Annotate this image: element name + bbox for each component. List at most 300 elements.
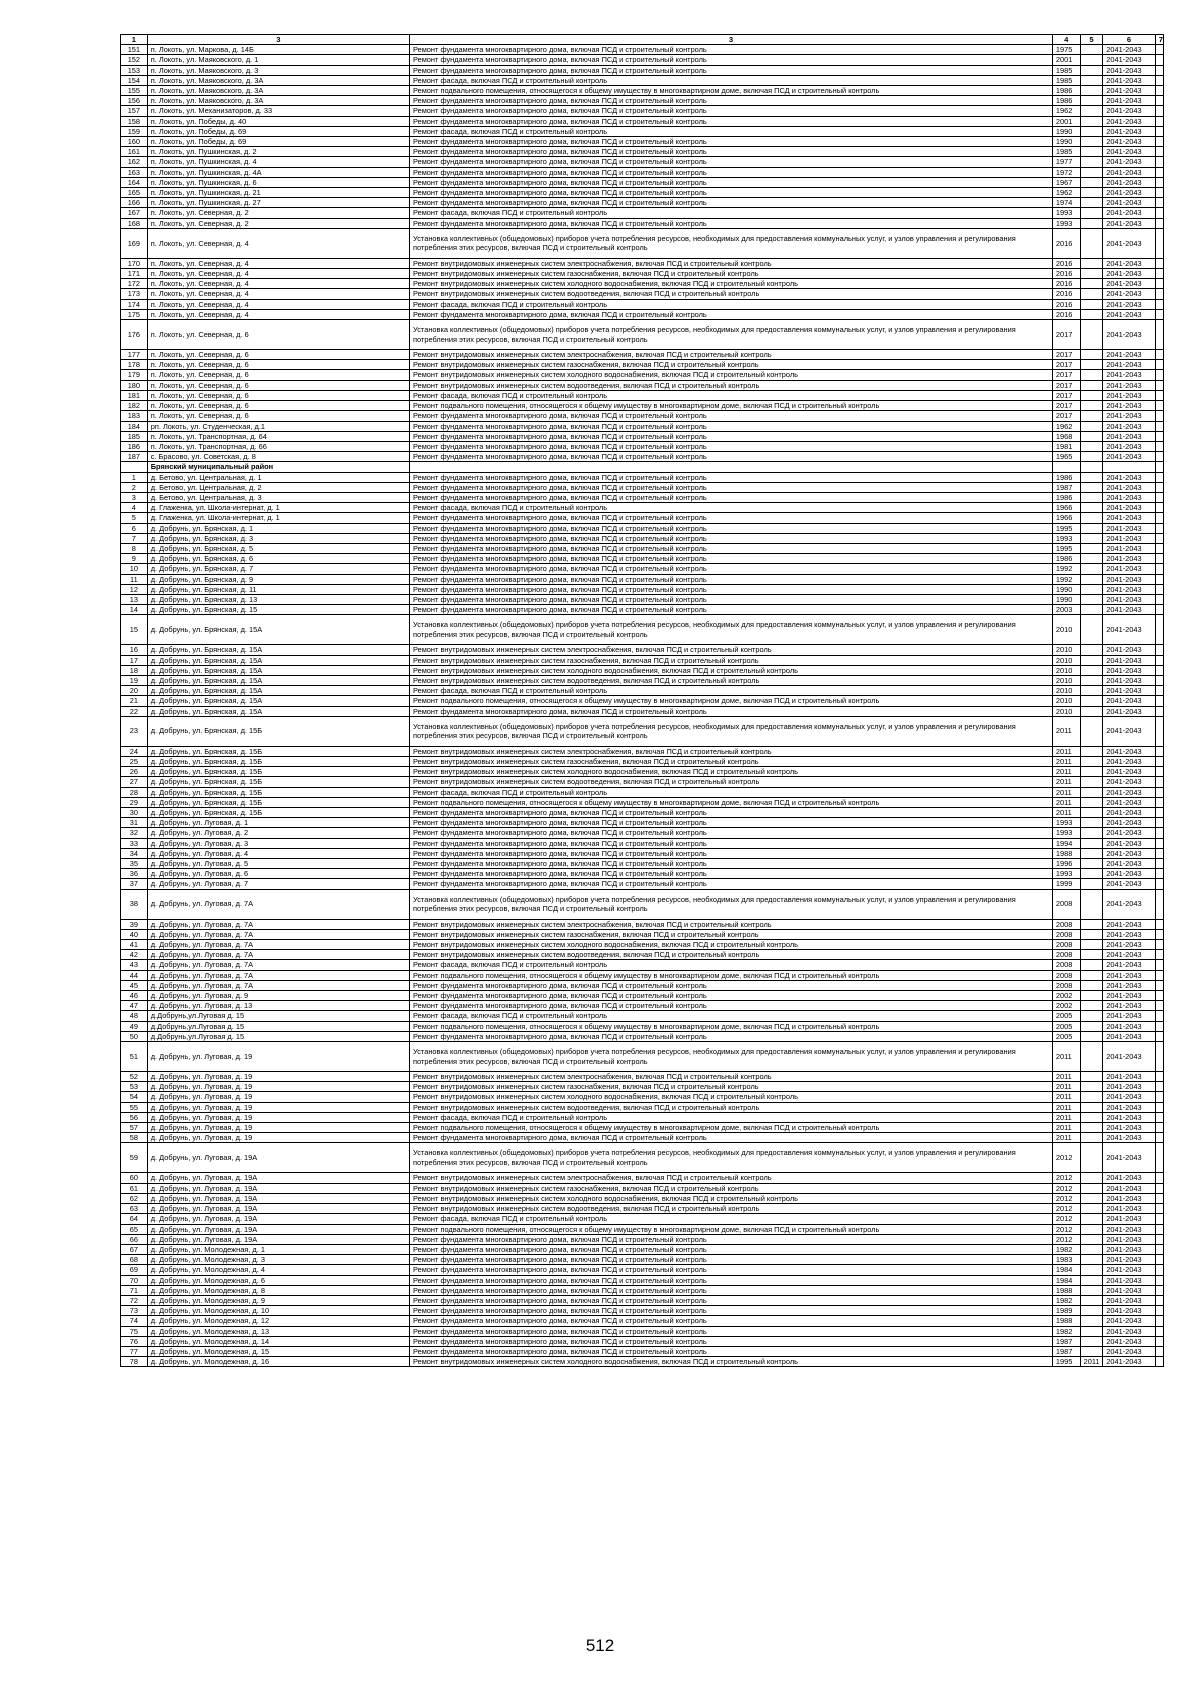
table-row [121, 177, 1164, 187]
col5-cell [1080, 523, 1103, 533]
table-row [121, 950, 1164, 960]
work-type-cell: Ремонт фундамента многоквартирного дома, включая ПСД и строительный контроль [410, 1306, 1053, 1316]
work-type-cell: Ремонт фасада, включая ПСД и строительный контроль [410, 208, 1053, 218]
col5-cell [1080, 767, 1103, 777]
work-type-cell: Ремонт подвального помещения, относящегося к общему имуществу в многоквартирном доме, включая ПСД и строительный контроль [410, 401, 1053, 411]
year-cell: 2017 [1052, 401, 1080, 411]
header-cell: 5 [1080, 35, 1103, 45]
work-type-cell: Установка коллективных (общедомовых) приборов учета потребления ресурсов, необходимых для предоставления коммунальных услуг, и узлов управления и регулирования потребления этих ресурсов, включая ПСД и строительный контроль [410, 716, 1053, 746]
col5-cell [1080, 513, 1103, 523]
year-cell: 2011 [1052, 787, 1080, 797]
table-row [121, 96, 1164, 106]
address-cell: п. Локоть, ул. Пушкинская, д. 6 [147, 177, 409, 187]
year-cell: 2017 [1052, 390, 1080, 400]
year-cell: 1989 [1052, 1306, 1080, 1316]
address-cell: д. Добрунь, ул. Луговая, д. 19А [147, 1173, 409, 1183]
col5-cell [1080, 869, 1103, 879]
address-cell: п. Локоть, ул. Маяковского, д. 3А [147, 75, 409, 85]
work-type-cell: Ремонт подвального помещения, относящегося к общему имуществу в многоквартирном доме, включая ПСД и строительный контроль [410, 970, 1053, 980]
col7-cell [1155, 675, 1163, 685]
work-type-cell: Ремонт фундамента многоквартирного дома, включая ПСД и строительный контроль [410, 584, 1053, 594]
col7-cell [1155, 1265, 1163, 1275]
col7-cell [1155, 289, 1163, 299]
table-row [121, 401, 1164, 411]
year-cell: 2010 [1052, 655, 1080, 665]
address-cell: п. Локоть, ул. Северная, д. 4 [147, 258, 409, 268]
col5-cell [1080, 1011, 1103, 1021]
table-row [121, 1275, 1164, 1285]
work-type-cell: Ремонт внутридомовых инженерных систем холодного водоснабжения, включая ПСД и строительный контроль [410, 370, 1053, 380]
address-cell: д. Добрунь, ул. Луговая, д. 7А [147, 889, 409, 919]
period-cell: 2041-2043 [1103, 756, 1155, 766]
period-cell: 2041-2043 [1103, 269, 1155, 279]
col5-cell [1080, 1265, 1103, 1275]
row-number: 22 [121, 706, 148, 716]
year-cell: 2011 [1052, 746, 1080, 756]
period-cell: 2041-2043 [1103, 564, 1155, 574]
col5-cell [1080, 431, 1103, 441]
col7-cell [1155, 615, 1163, 645]
table-row [121, 828, 1164, 838]
col7-cell [1155, 787, 1163, 797]
work-type-cell: Ремонт фундамента многоквартирного дома, включая ПСД и строительный контроль [410, 1001, 1053, 1011]
address-cell: д. Добрунь, ул. Луговая, д. 19А [147, 1214, 409, 1224]
col5-cell [1080, 645, 1103, 655]
work-type-cell: Ремонт внутридомовых инженерных систем водоотведения, включая ПСД и строительный контроль [410, 950, 1053, 960]
work-type-cell: Ремонт фундамента многоквартирного дома, включая ПСД и строительный контроль [410, 828, 1053, 838]
row-number: 29 [121, 797, 148, 807]
address-cell: п. Локоть, ул. Северная, д. 6 [147, 411, 409, 421]
row-number: 45 [121, 980, 148, 990]
address-cell: д. Добрунь, ул. Молодежная, д. 3 [147, 1255, 409, 1265]
col7-cell [1155, 554, 1163, 564]
col5-cell [1080, 421, 1103, 431]
row-number: 162 [121, 157, 148, 167]
year-cell: 2016 [1052, 289, 1080, 299]
address-cell: д. Добрунь, ул. Брянская, д. 15А [147, 665, 409, 675]
col7-cell [1155, 503, 1163, 513]
table-row [121, 137, 1164, 147]
work-type-cell: Ремонт фундамента многоквартирного дома, включая ПСД и строительный контроль [410, 533, 1053, 543]
col5-cell [1080, 1021, 1103, 1031]
year-cell: 2010 [1052, 696, 1080, 706]
period-cell: 2041-2043 [1103, 198, 1155, 208]
col5-cell [1080, 441, 1103, 451]
row-number: 167 [121, 208, 148, 218]
work-type-cell: Ремонт фундамента многоквартирного дома, включая ПСД и строительный контроль [410, 1133, 1053, 1143]
col7-cell [1155, 533, 1163, 543]
header-cell: 3 [410, 35, 1053, 45]
row-number: 169 [121, 228, 148, 258]
work-type-cell: Ремонт фундамента многоквартирного дома, включая ПСД и строительный контроль [410, 1234, 1053, 1244]
col7-cell [1155, 574, 1163, 584]
col5-cell [1080, 533, 1103, 543]
period-cell: 2041-2043 [1103, 289, 1155, 299]
address-cell: д. Добрунь, ул. Луговая, д. 7А [147, 970, 409, 980]
row-number: 33 [121, 838, 148, 848]
row-number: 64 [121, 1214, 148, 1224]
address-cell: д. Бетово, ул. Центральная, д. 1 [147, 472, 409, 482]
table-row [121, 299, 1164, 309]
table-row [121, 503, 1164, 513]
period-cell: 2041-2043 [1103, 96, 1155, 106]
row-number: 65 [121, 1224, 148, 1234]
table-row [121, 686, 1164, 696]
col5-cell [1080, 1133, 1103, 1143]
address-cell: д. Добрунь, ул. Луговая, д. 19 [147, 1082, 409, 1092]
year-cell: 2012 [1052, 1183, 1080, 1193]
row-number: 176 [121, 320, 148, 350]
header-cell: 3 [147, 35, 409, 45]
table-row [121, 106, 1164, 116]
table-row [121, 411, 1164, 421]
col7-cell [1155, 564, 1163, 574]
address-cell: д. Добрунь, ул. Брянская, д. 6 [147, 554, 409, 564]
year-cell: 2012 [1052, 1193, 1080, 1203]
period-cell: 2041-2043 [1103, 1173, 1155, 1183]
col7-cell [1155, 188, 1163, 198]
col5-cell [1080, 1214, 1103, 1224]
col5-cell [1080, 279, 1103, 289]
col7-cell [1155, 1204, 1163, 1214]
table-row [121, 218, 1164, 228]
address-cell: д. Добрунь, ул. Луговая, д. 7А [147, 929, 409, 939]
col5-cell [1080, 1092, 1103, 1102]
work-type-cell: Ремонт фундамента многоквартирного дома, включая ПСД и строительный контроль [410, 1285, 1053, 1295]
year-cell: 2008 [1052, 950, 1080, 960]
col5-cell [1080, 380, 1103, 390]
period-cell: 2041-2043 [1103, 828, 1155, 838]
work-type-cell: Ремонт фундамента многоквартирного дома, включая ПСД и строительный контроль [410, 1255, 1053, 1265]
year-cell: 2012 [1052, 1204, 1080, 1214]
col5-cell [1080, 258, 1103, 268]
row-number: 28 [121, 787, 148, 797]
row-number: 66 [121, 1234, 148, 1244]
row-number: 75 [121, 1326, 148, 1336]
table-row [121, 55, 1164, 65]
period-cell: 2041-2043 [1103, 1082, 1155, 1092]
period-cell: 2041-2043 [1103, 1234, 1155, 1244]
table-row [121, 919, 1164, 929]
row-number: 178 [121, 360, 148, 370]
year-cell: 2010 [1052, 645, 1080, 655]
row-number: 10 [121, 564, 148, 574]
col5-cell [1080, 950, 1103, 960]
work-type-cell: Ремонт внутридомовых инженерных систем холодного водоснабжения, включая ПСД и строительный контроль [410, 1092, 1053, 1102]
row-number: 27 [121, 777, 148, 787]
address-cell: д. Добрунь, ул. Луговая, д. 3 [147, 838, 409, 848]
address-cell: д. Добрунь, ул. Брянская, д. 1 [147, 523, 409, 533]
table-row [121, 1092, 1164, 1102]
period-cell: 2041-2043 [1103, 1183, 1155, 1193]
address-cell: п. Локоть, ул. Маяковского, д. 3А [147, 96, 409, 106]
col5-cell [1080, 940, 1103, 950]
address-cell: п. Локоть, ул. Победы, д. 69 [147, 126, 409, 136]
period-cell: 2041-2043 [1103, 645, 1155, 655]
col5-cell [1080, 756, 1103, 766]
col7-cell [1155, 106, 1163, 116]
address-cell: д. Глаженка, ул. Школа-интернат, д. 1 [147, 503, 409, 513]
table-row [121, 208, 1164, 218]
year-cell: 2005 [1052, 1021, 1080, 1031]
col5-cell [1080, 167, 1103, 177]
col5-cell [1080, 1183, 1103, 1193]
col5-cell [1080, 675, 1103, 685]
table-row [121, 584, 1164, 594]
col7-cell [1155, 269, 1163, 279]
row-number: 20 [121, 686, 148, 696]
col5-cell [1080, 1123, 1103, 1133]
address-cell: п. Локоть, ул. Северная, д. 6 [147, 370, 409, 380]
col7-cell [1155, 1092, 1163, 1102]
row-number: 151 [121, 45, 148, 55]
period-cell: 2041-2043 [1103, 554, 1155, 564]
period-cell: 2041-2043 [1103, 482, 1155, 492]
year-cell: 1962 [1052, 106, 1080, 116]
address-cell: д. Добрунь, ул. Луговая, д. 19 [147, 1072, 409, 1082]
address-cell: п. Локоть, ул. Пушкинская, д. 21 [147, 188, 409, 198]
work-type-cell: Ремонт фасада, включая ПСД и строительный контроль [410, 1214, 1053, 1224]
col5-cell [1080, 1001, 1103, 1011]
col7-cell [1155, 492, 1163, 502]
work-type-cell: Ремонт фундамента многоквартирного дома, включая ПСД и строительный контроль [410, 116, 1053, 126]
col5-cell [1080, 299, 1103, 309]
row-number: 165 [121, 188, 148, 198]
table-header-row [121, 35, 1164, 45]
col7-cell [1155, 991, 1163, 1001]
col7-cell [1155, 1336, 1163, 1346]
address-cell: д. Добрунь, ул. Брянская, д. 5 [147, 543, 409, 553]
work-type-cell: Ремонт фасада, включая ПСД и строительный контроль [410, 503, 1053, 513]
table-row [121, 279, 1164, 289]
address-cell: п. Локоть, ул. Маяковского, д. 1 [147, 55, 409, 65]
address-cell: п. Локоть, ул. Маркова, д. 14Б [147, 45, 409, 55]
row-number: 179 [121, 370, 148, 380]
col5-cell [1080, 1204, 1103, 1214]
period-cell: 2041-2043 [1103, 889, 1155, 919]
col5-cell [1080, 848, 1103, 858]
address-cell: д. Добрунь, ул. Луговая, д. 19 [147, 1123, 409, 1133]
row-number: 158 [121, 116, 148, 126]
table-row [121, 929, 1164, 939]
col5-cell [1080, 1255, 1103, 1265]
col7-cell [1155, 1031, 1163, 1041]
col7-cell [1155, 279, 1163, 289]
row-number: 76 [121, 1336, 148, 1346]
year-cell: 2017 [1052, 370, 1080, 380]
col7-cell [1155, 696, 1163, 706]
work-type-cell: Ремонт внутридомовых инженерных систем электроснабжения, включая ПСД и строительный контроль [410, 746, 1053, 756]
period-cell: 2041-2043 [1103, 452, 1155, 462]
address-cell: д. Добрунь, ул. Брянская, д. 15Б [147, 777, 409, 787]
period-cell: 2041-2043 [1103, 716, 1155, 746]
col5-cell [1080, 594, 1103, 604]
work-type-cell: Установка коллективных (общедомовых) приборов учета потребления ресурсов, необходимых для предоставления коммунальных услуг, и узлов управления и регулирования потребления этих ресурсов, включая ПСД и строительный контроль [410, 615, 1053, 645]
row-number: 69 [121, 1265, 148, 1275]
col5-cell [1080, 452, 1103, 462]
col7-cell [1155, 218, 1163, 228]
period-cell: 2041-2043 [1103, 431, 1155, 441]
table-row [121, 1306, 1164, 1316]
period-cell: 2041-2043 [1103, 767, 1155, 777]
row-number: 181 [121, 390, 148, 400]
table-row [121, 818, 1164, 828]
col7-cell [1155, 777, 1163, 787]
row-number: 51 [121, 1042, 148, 1072]
row-number: 72 [121, 1295, 148, 1305]
col5-cell [1080, 370, 1103, 380]
table-row [121, 1265, 1164, 1275]
table-row [121, 198, 1164, 208]
address-cell: д. Добрунь, ул. Молодежная, д. 6 [147, 1275, 409, 1285]
table-row [121, 797, 1164, 807]
year-cell: 1986 [1052, 472, 1080, 482]
work-type-cell: Ремонт фундамента многоквартирного дома, включая ПСД и строительный контроль [410, 472, 1053, 482]
work-type-cell: Ремонт фундамента многоквартирного дома, включая ПСД и строительный контроль [410, 441, 1053, 451]
col5-cell [1080, 1112, 1103, 1122]
col7-cell [1155, 960, 1163, 970]
year-cell: 1988 [1052, 848, 1080, 858]
work-type-cell: Ремонт фундамента многоквартирного дома, включая ПСД и строительный контроль [410, 980, 1053, 990]
col7-cell [1155, 228, 1163, 258]
period-cell: 2041-2043 [1103, 808, 1155, 818]
year-cell: 2011 [1052, 777, 1080, 787]
col7-cell [1155, 1082, 1163, 1092]
col7-cell [1155, 55, 1163, 65]
work-type-cell: Ремонт фундамента многоквартирного дома, включая ПСД и строительный контроль [410, 411, 1053, 421]
col5-cell [1080, 320, 1103, 350]
year-cell: 2008 [1052, 980, 1080, 990]
address-cell: д. Добрунь, ул. Брянская, д. 9 [147, 574, 409, 584]
work-type-cell: Ремонт фундамента многоквартирного дома, включая ПСД и строительный контроль [410, 1275, 1053, 1285]
address-cell: д. Добрунь, ул. Брянская, д. 3 [147, 533, 409, 543]
year-cell: 1995 [1052, 1357, 1080, 1367]
year-cell: 1990 [1052, 584, 1080, 594]
table-row [121, 1123, 1164, 1133]
col5-cell [1080, 86, 1103, 96]
address-cell: рп. Локоть, ул. Студенческая, д.1 [147, 421, 409, 431]
address-cell: д. Добрунь, ул. Луговая, д. 7А [147, 980, 409, 990]
table-row [121, 126, 1164, 136]
table-row [121, 1193, 1164, 1203]
work-type-cell: Ремонт фундамента многоквартирного дома, включая ПСД и строительный контроль [410, 554, 1053, 564]
row-number: 25 [121, 756, 148, 766]
address-cell: д. Добрунь, ул. Луговая, д. 19 [147, 1102, 409, 1112]
col7-cell [1155, 1234, 1163, 1244]
work-type-cell: Ремонт фундамента многоквартирного дома, включая ПСД и строительный контроль [410, 157, 1053, 167]
period-cell: 2041-2043 [1103, 116, 1155, 126]
year-cell: 1977 [1052, 157, 1080, 167]
col7-cell [1155, 797, 1163, 807]
address-cell: д. Добрунь, ул. Луговая, д. 7 [147, 879, 409, 889]
year-cell: 2011 [1052, 1102, 1080, 1112]
work-type-cell: Ремонт фундамента многоквартирного дома, включая ПСД и строительный контроль [410, 838, 1053, 848]
work-type-cell: Ремонт фундамента многоквартирного дома, включая ПСД и строительный контроль [410, 65, 1053, 75]
work-type-cell: Ремонт внутридомовых инженерных систем водоотведения, включая ПСД и строительный контроль [410, 1102, 1053, 1112]
work-type-cell: Ремонт внутридомовых инженерных систем холодного водоснабжения, включая ПСД и строительный контроль [410, 940, 1053, 950]
table-row [121, 838, 1164, 848]
work-type-cell: Ремонт фасада, включая ПСД и строительный контроль [410, 126, 1053, 136]
year-cell: 2017 [1052, 350, 1080, 360]
table-row [121, 533, 1164, 543]
row-number: 11 [121, 574, 148, 584]
period-cell: 2041-2043 [1103, 1285, 1155, 1295]
work-type-cell: Ремонт внутридомовых инженерных систем электроснабжения, включая ПСД и строительный контроль [410, 919, 1053, 929]
row-number: 161 [121, 147, 148, 157]
period-cell: 2041-2043 [1103, 86, 1155, 96]
col7-cell [1155, 462, 1163, 472]
col5-cell [1080, 1275, 1103, 1285]
row-number: 43 [121, 960, 148, 970]
address-cell: д. Добрунь, ул. Брянская, д. 15 [147, 605, 409, 615]
row-number: 183 [121, 411, 148, 421]
period-cell: 2041-2043 [1103, 1336, 1155, 1346]
year-cell: 2012 [1052, 1214, 1080, 1224]
work-type-cell: Ремонт внутридомовых инженерных систем газоснабжения, включая ПСД и строительный контроль [410, 360, 1053, 370]
row-number: 74 [121, 1316, 148, 1326]
col5-cell [1080, 1042, 1103, 1072]
row-number: 32 [121, 828, 148, 838]
row-number: 18 [121, 665, 148, 675]
col7-cell [1155, 482, 1163, 492]
table-row [121, 1011, 1164, 1021]
row-number: 71 [121, 1285, 148, 1295]
work-type-cell: Установка коллективных (общедомовых) приборов учета потребления ресурсов, необходимых для предоставления коммунальных услуг, и узлов управления и регулирования потребления этих ресурсов, включая ПСД и строительный контроль [410, 228, 1053, 258]
table-row [121, 258, 1164, 268]
col5-cell [1080, 554, 1103, 564]
col7-cell [1155, 126, 1163, 136]
row-number: 4 [121, 503, 148, 513]
period-cell: 2041-2043 [1103, 655, 1155, 665]
address-cell: д. Добрунь, ул. Луговая, д. 7А [147, 940, 409, 950]
period-cell: 2041-2043 [1103, 605, 1155, 615]
table-row [121, 482, 1164, 492]
row-number: 36 [121, 869, 148, 879]
col5-cell [1080, 991, 1103, 1001]
year-cell: 1988 [1052, 1316, 1080, 1326]
col7-cell [1155, 970, 1163, 980]
col7-cell [1155, 1102, 1163, 1112]
col7-cell [1155, 1021, 1163, 1031]
table-row [121, 45, 1164, 55]
year-cell: 2017 [1052, 411, 1080, 421]
period-cell: 2041-2043 [1103, 940, 1155, 950]
table-row [121, 1214, 1164, 1224]
work-type-cell: Ремонт фундамента многоквартирного дома, включая ПСД и строительный контроль [410, 818, 1053, 828]
work-type-cell: Ремонт подвального помещения, относящегося к общему имуществу в многоквартирном доме, включая ПСД и строительный контроль [410, 1224, 1053, 1234]
col7-cell [1155, 605, 1163, 615]
col7-cell [1155, 411, 1163, 421]
period-cell: 2041-2043 [1103, 1143, 1155, 1173]
work-type-cell: Ремонт фундамента многоквартирного дома, включая ПСД и строительный контроль [410, 1295, 1053, 1305]
col7-cell [1155, 848, 1163, 858]
col7-cell [1155, 523, 1163, 533]
table-row [121, 188, 1164, 198]
period-cell: 2041-2043 [1103, 960, 1155, 970]
period-cell: 2041-2043 [1103, 177, 1155, 187]
col5-cell [1080, 411, 1103, 421]
period-cell: 2041-2043 [1103, 370, 1155, 380]
year-cell: 1995 [1052, 543, 1080, 553]
col7-cell [1155, 1001, 1163, 1011]
period-cell: 2041-2043 [1103, 1102, 1155, 1112]
work-type-cell: Ремонт фундамента многоквартирного дома, включая ПСД и строительный контроль [410, 594, 1053, 604]
row-number: 171 [121, 269, 148, 279]
work-type-cell: Ремонт подвального помещения, относящегося к общему имуществу в многоквартирном доме, включая ПСД и строительный контроль [410, 696, 1053, 706]
work-type-cell: Ремонт внутридомовых инженерных систем холодного водоснабжения, включая ПСД и строительный контроль [410, 767, 1053, 777]
period-cell: 2041-2043 [1103, 594, 1155, 604]
col5-cell [1080, 269, 1103, 279]
